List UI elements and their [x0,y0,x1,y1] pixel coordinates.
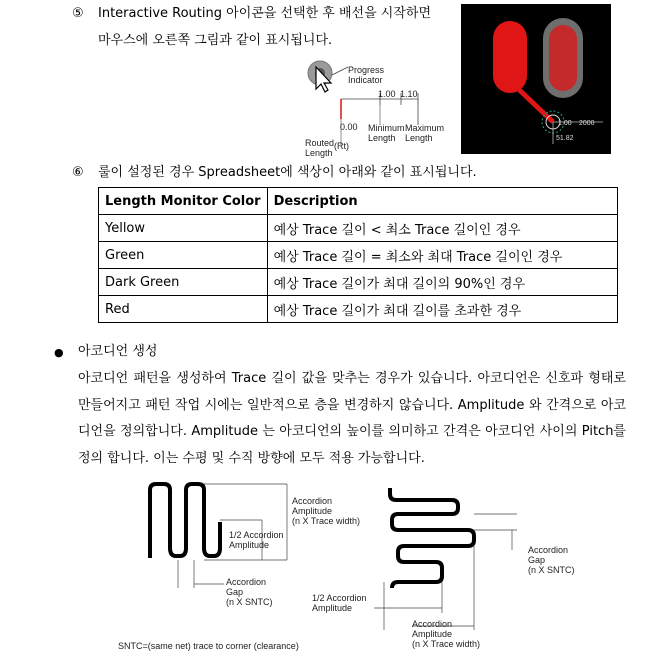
table-header: Description [267,188,617,215]
sntc-footnote: SNTC=(same net) trace to corner (clearance) [118,641,299,651]
progress-indicator-label: Progress Indicator [348,65,385,85]
table-row [99,242,618,269]
routed-value-label: 0.00 [340,122,358,132]
half-amplitude-right-label: 1/2 Accordion Amplitude [312,593,367,613]
gap-left-label: Accordion Gap (n X SNTC) [226,577,273,607]
minimum-length-label: Minimum Length [368,123,405,143]
table-row [99,215,618,242]
max-value-label: 1.10 [400,89,418,99]
table-row [99,269,618,296]
item5-line2: 마우스에 오른쪽 그림과 같이 표시됩니다. [98,33,333,48]
item5-line1: Interactive Routing 아이콘을 선택한 후 배선을 시작하면 [98,6,432,21]
table-cell-color: Green [99,242,268,269]
length-indicator-figure [300,55,450,160]
pcb-reading-3: 51.82 [556,135,574,142]
pcb-graphic [461,4,611,154]
pcb-reading-1: 1.00 [558,120,572,127]
accordion-heading: 아코디언 생성 [78,344,158,359]
table-header: Length Monitor Color [99,188,268,215]
item6-text: 룰이 설정된 경우 Spreadsheet에 색상이 아래와 같이 표시됩니다. [98,165,477,180]
maximum-length-label: Maximum Length [405,123,445,143]
accordion-amplitude-right-label: Accordion Amplitude (n X Trace width) [412,619,481,649]
pcb-routing-screenshot [461,4,611,154]
length-monitor-table [98,187,618,323]
bullet-icon: ● [54,346,64,359]
table-cell-description: 예상 Trace 길이가 최대 길이를 초과한 경우 [267,296,617,323]
table-cell-color: Yellow [99,215,268,242]
table-cell-description: 예상 Trace 길이가 최대 길이의 90%인 경우 [267,269,617,296]
accordion-figure [112,478,592,654]
table-row [99,296,618,323]
table-cell-description: 예상 Trace 길이 < 최소 Trace 길이인 경우 [267,215,617,242]
table-header-row [99,188,618,215]
half-amplitude-left-label: 1/2 Accordion Amplitude [229,530,284,550]
accordion-amplitude-left-label: Accordion Amplitude (n X Trace width) [292,496,361,526]
table-cell-description: 예상 Trace 길이 = 최소와 최대 Trace 길이인 경우 [267,242,617,269]
item5-number: ⑤ [72,6,84,21]
routed-length-label: Routed Length [305,138,335,158]
item6-number: ⑥ [72,165,84,180]
table-cell-color: Dark Green [99,269,268,296]
rt-label: (Rt) [334,141,349,151]
pcb-reading-2: 2000 [579,120,595,127]
min-value-label: 1.00 [378,89,396,99]
gap-right-label: Accordion Gap (n X SNTC) [528,545,575,575]
table-cell-color: Red [99,296,268,323]
accordion-paragraph: 아코디언 패턴을 생성하여 Trace 길이 값을 맞추는 경우가 있습니다. 아코디언은 신호파 형태로 만들어지고 패턴 작업 시에는 일반적으로 층을 변경하지 않습니다. Amplitude 와 간격으로 아코디언을 정의합니다. Amplitude 는 아코디언의 높이를 의미하고 간격은 아코디언 사이의 Pitch를 정의 합니다. 이는 수평 및 수직 방향에 모두 적용 가능합니다. [78,371,626,466]
